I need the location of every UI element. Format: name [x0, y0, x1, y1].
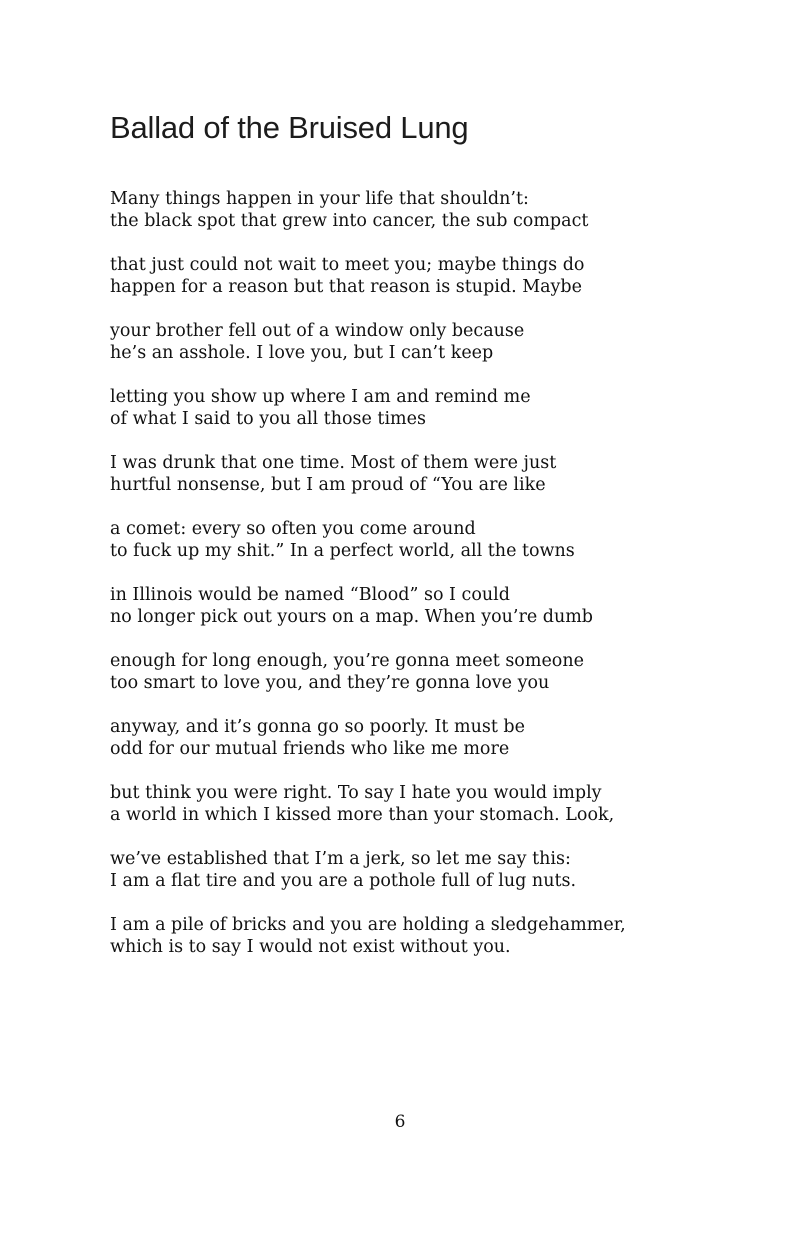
poem-line: Many things happen in your life that shouldn’t: [110, 189, 529, 209]
poem-line: of what I said to you all those times [110, 409, 426, 429]
poem-line: I am a flat tire and you are a pothole full of lug nuts. [110, 871, 577, 891]
stanza [110, 254, 710, 298]
poem-line: which is to say I would not exist without you. [110, 937, 511, 957]
poem-line: he’s an asshole. I love you, but I can’t keep [110, 343, 494, 363]
poem-body [110, 188, 710, 980]
poem-line: enough for long enough, you’re gonna meet someone [110, 651, 584, 671]
poem-line: happen for a reason but that reason is stupid. Maybe [110, 277, 582, 297]
poem-line: we’ve established that I’m a jerk, so let me say this: [110, 849, 571, 869]
page-number: 6 [394, 1112, 406, 1132]
stanza [110, 584, 710, 628]
stanza [110, 848, 710, 892]
poem-line: a world in which I kissed more than your stomach. Look, [110, 805, 615, 825]
poem-line: in Illinois would be named “Blood” so I could [110, 585, 510, 605]
stanza [110, 914, 710, 958]
stanza [110, 650, 710, 694]
stanza [110, 716, 710, 760]
poem-title: Ballad of the Bruised Lung [110, 110, 469, 145]
poem-line: your brother fell out of a window only because [110, 321, 525, 341]
poem-line: that just could not wait to meet you; maybe things do [110, 255, 585, 275]
poem-line: hurtful nonsense, but I am proud of “You are like [110, 475, 546, 495]
stanza [110, 386, 710, 430]
stanza [110, 518, 710, 562]
poem-line: odd for our mutual friends who like me more [110, 739, 510, 759]
poem-line: to fuck up my shit.” In a perfect world, all the towns [110, 541, 575, 561]
poem-line: a comet: every so often you come around [110, 519, 476, 539]
poem-line: too smart to love you, and they’re gonna love you [110, 673, 550, 693]
poem-line: I am a pile of bricks and you are holding a sledgehammer, [110, 915, 626, 935]
stanza [110, 320, 710, 364]
poem-line: letting you show up where I am and remind me [110, 387, 531, 407]
stanza [110, 188, 710, 232]
poem-line: no longer pick out yours on a map. When you’re dumb [110, 607, 594, 627]
stanza [110, 782, 710, 826]
stanza [110, 452, 710, 496]
poem-line: anyway, and it’s gonna go so poorly. It must be [110, 717, 525, 737]
poem-line: the black spot that grew into cancer, the sub compact [110, 211, 589, 231]
poem-line: but think you were right. To say I hate you would imply [110, 783, 602, 803]
poem-line: I was drunk that one time. Most of them were just [110, 453, 557, 473]
